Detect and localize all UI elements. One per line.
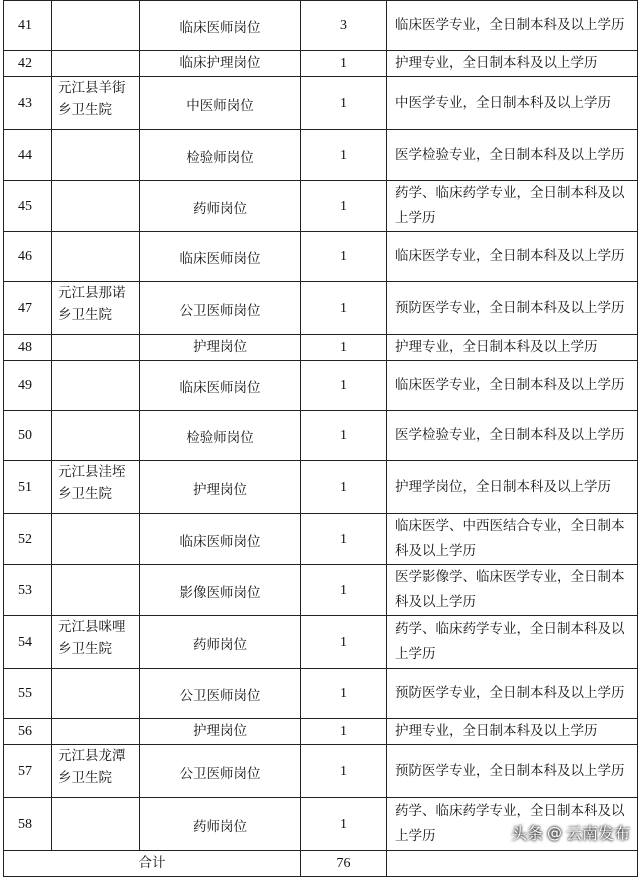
table-row [4,361,638,411]
requirement-text: 临床医学专业，全日制本科及以上学历 [395,17,625,33]
recruitment-table [3,0,638,877]
watermark-at: @ [546,823,562,842]
unit-name [52,181,140,232]
position-count: 1 [301,130,387,181]
position-count: 1 [301,669,387,719]
table-row [4,130,638,181]
requirement [387,282,638,335]
requirement-text: 预防医学专业，全日制本科及以上学历 [395,685,625,701]
row-number: 49 [4,361,52,411]
total-count: 76 [301,851,387,877]
unit-name-text: 元江县咪哩乡卫生院 [58,619,126,657]
row-number: 56 [4,719,52,745]
position-count: 3 [301,1,387,51]
table-row [4,181,638,232]
position-name-text: 检验师岗位 [186,430,254,446]
requirement [387,565,638,616]
requirement-text: 医学影像学、临床医学专业，全日制本科及以上学历 [395,569,625,610]
table-row [4,232,638,282]
requirement-text: 药学、临床药学专业，全日制本科及以上学历 [395,621,625,662]
position-name: 临床护理岗位 [140,51,301,77]
table-row [4,1,638,51]
position-name-text: 公卫医师岗位 [179,302,261,319]
position-count: 1 [301,565,387,616]
unit-name-text: 元江县龙潭乡卫生院 [58,748,126,786]
total-label: 合计 [4,851,301,877]
position-name-text: 临床医师岗位 [179,380,261,396]
unit-name-text [58,344,135,352]
position-name-text: 临床医师岗位 [179,251,261,267]
requirement-text: 临床医学、中西医结合专业，全日制本科及以上学历 [395,518,625,559]
requirement [387,77,638,130]
position-name [140,411,301,461]
table-row [4,411,638,461]
requirement-text: 预防医学专业，全日制本科及以上学历 [395,299,625,316]
watermark-name: 云南发布 [565,824,630,843]
unit-name-text: 元江县那诺乡卫生院 [58,285,126,323]
unit-name-text [58,586,135,594]
position-name [140,669,301,719]
row-number: 53 [4,565,52,616]
unit-name [52,461,140,514]
unit-name-text [58,690,135,698]
requirement-text: 中医学专业，全日制本科及以上学历 [395,94,611,111]
position-name-text: 药师岗位 [193,818,247,835]
row-number: 50 [4,411,52,461]
position-name-text: 药师岗位 [193,636,247,653]
requirement [387,514,638,565]
position-name-text: 公卫医师岗位 [179,765,261,782]
position-name-text: 药师岗位 [193,200,247,217]
unit-name [52,565,140,616]
unit-name [52,669,140,719]
table-row [4,51,638,77]
position-name [140,514,301,565]
requirement [387,616,638,669]
row-number: 46 [4,232,52,282]
position-name [140,361,301,411]
position-name [140,461,301,514]
requirement-text: 护理专业，全日制本科及以上学历 [395,55,598,71]
total-row [4,851,638,877]
unit-name [52,232,140,282]
row-number: 54 [4,616,52,669]
position-name: 护理岗位 [140,335,301,361]
unit-name-text: 元江县羊街乡卫生院 [58,80,126,118]
position-name [140,181,301,232]
table-row [4,565,638,616]
row-number: 58 [4,798,52,851]
table-row [4,514,638,565]
requirement [387,669,638,719]
requirement [387,745,638,798]
position-count: 1 [301,616,387,669]
row-number: 41 [4,1,52,51]
requirement-text: 护理学岗位，全日制本科及以上学历 [395,478,611,495]
unit-name-text [58,382,135,390]
row-number: 42 [4,51,52,77]
position-count: 1 [301,335,387,361]
position-name [140,130,301,181]
row-number: 44 [4,130,52,181]
requirement [387,461,638,514]
requirement-text: 药学、临床药学专业，全日制本科及以上学历 [395,803,625,844]
requirement [387,335,638,361]
unit-name [52,51,140,77]
position-name: 护理岗位 [140,719,301,745]
requirement [387,181,638,232]
requirement [387,51,638,77]
requirement-text: 临床医学专业，全日制本科及以上学历 [395,248,625,264]
table-row [4,719,638,745]
unit-name [52,798,140,851]
unit-name [52,335,140,361]
unit-name [52,616,140,669]
requirement [387,232,638,282]
table-body [4,1,638,877]
position-count: 1 [301,361,387,411]
unit-name [52,745,140,798]
position-name [140,282,301,335]
watermark-prefix: 头条 [510,824,543,843]
position-name-text: 护理岗位 [193,481,247,498]
position-count: 1 [301,798,387,851]
table-row [4,616,638,669]
requirement-text: 预防医学专业，全日制本科及以上学历 [395,762,625,779]
unit-name-text [58,253,135,261]
table-row [4,335,638,361]
position-name [140,1,301,51]
table-row [4,461,638,514]
requirement-text: 护理专业，全日制本科及以上学历 [395,339,598,355]
requirement-text: 护理专业，全日制本科及以上学历 [395,723,598,739]
position-name [140,565,301,616]
unit-name-text [58,202,135,210]
row-number: 45 [4,181,52,232]
table-row [4,669,638,719]
unit-name [52,411,140,461]
position-count: 1 [301,282,387,335]
row-number: 51 [4,461,52,514]
position-name-text: 中医师岗位 [186,97,254,114]
unit-name-text [58,728,135,736]
table-row [4,745,638,798]
requirement [387,361,638,411]
position-name-text: 检验师岗位 [186,149,254,166]
total-empty-cell [387,851,638,877]
position-count: 1 [301,51,387,77]
unit-name-text [58,820,135,828]
unit-name-text [58,22,135,30]
position-name [140,77,301,130]
table-row [4,77,638,130]
unit-name-text [58,432,135,440]
position-name-text: 公卫医师岗位 [179,688,261,704]
requirement [387,719,638,745]
row-number: 47 [4,282,52,335]
unit-name [52,361,140,411]
position-count: 1 [301,181,387,232]
requirement-text: 药学、临床药学专业，全日制本科及以上学历 [395,185,625,226]
position-name-text: 临床医师岗位 [179,533,261,550]
position-count: 1 [301,461,387,514]
unit-name-text [58,151,135,159]
unit-name-text: 元江县洼垤乡卫生院 [58,464,126,502]
position-name-text: 临床医师岗位 [179,20,261,36]
position-count: 1 [301,719,387,745]
unit-name [52,130,140,181]
requirement [387,130,638,181]
position-count: 1 [301,745,387,798]
position-name [140,232,301,282]
requirement-text: 医学检验专业，全日制本科及以上学历 [395,427,625,443]
unit-name [52,1,140,51]
row-number: 55 [4,669,52,719]
position-name-text: 影像医师岗位 [179,584,261,601]
row-number: 57 [4,745,52,798]
row-number: 43 [4,77,52,130]
requirement [387,1,638,51]
unit-name [52,514,140,565]
row-number: 52 [4,514,52,565]
unit-name-text [58,535,135,543]
position-count: 1 [301,514,387,565]
position-count: 1 [301,411,387,461]
position-name [140,745,301,798]
unit-name [52,77,140,130]
unit-name [52,282,140,335]
requirement-text: 临床医学专业，全日制本科及以上学历 [395,377,625,393]
position-name [140,616,301,669]
position-count: 1 [301,77,387,130]
table-row [4,282,638,335]
requirement [387,411,638,461]
position-name [140,798,301,851]
requirement-text: 医学检验专业，全日制本科及以上学历 [395,146,625,163]
position-count: 1 [301,232,387,282]
unit-name-text [58,60,135,68]
row-number: 48 [4,335,52,361]
watermark [511,821,630,844]
unit-name [52,719,140,745]
